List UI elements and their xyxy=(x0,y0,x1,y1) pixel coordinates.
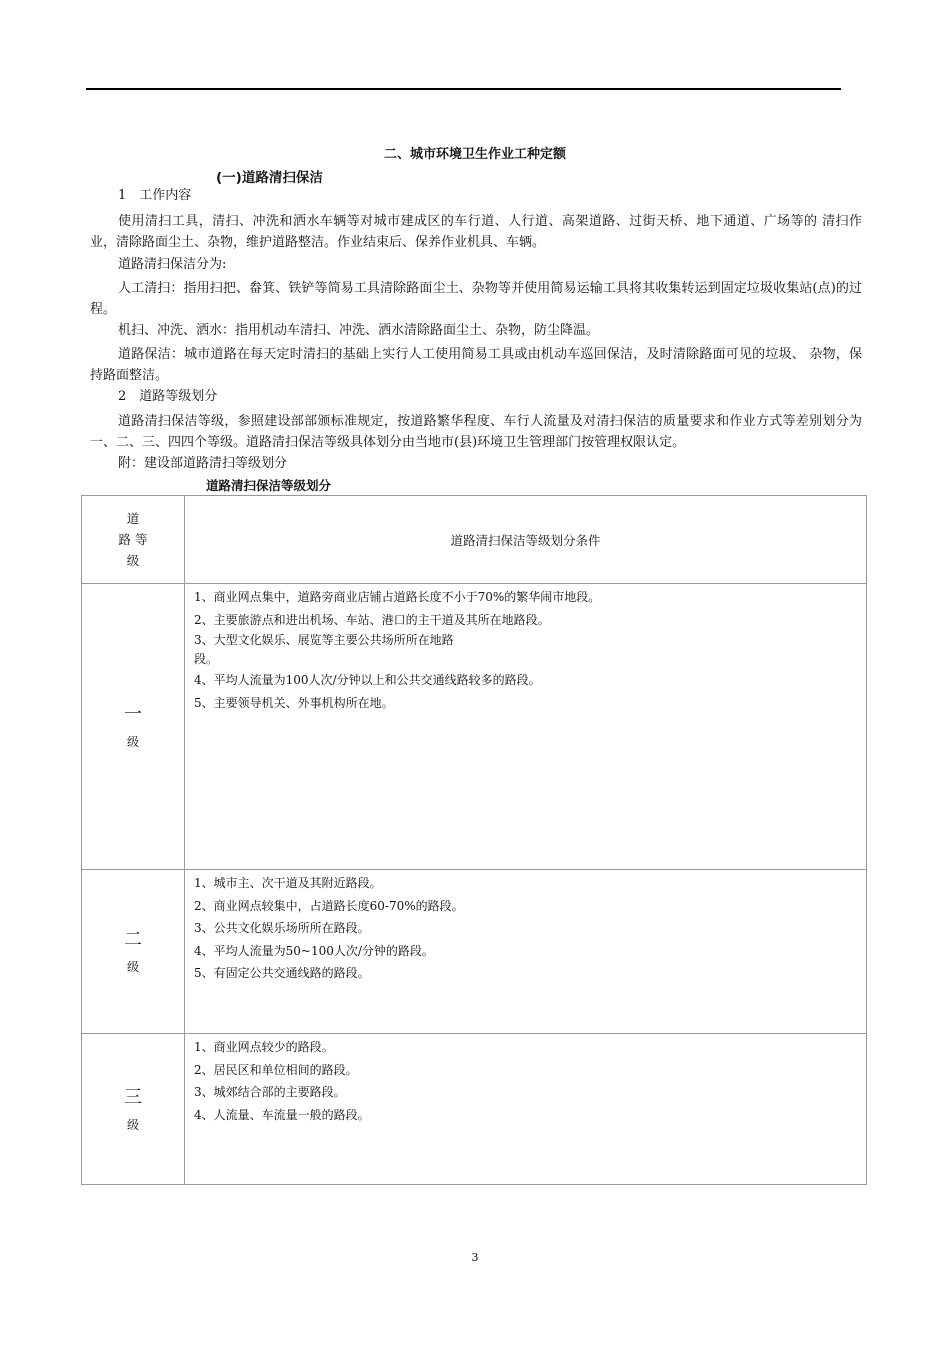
paragraph-machine-sweeping: 机扫、冲洗、洒水：指用机动车清扫、冲洗、洒水清除路面尘土、杂物，防尘降温。 xyxy=(118,323,600,338)
criteria-item: 4、人流量、车流量一般的路段。 xyxy=(194,1107,370,1122)
level-suffix: 级 xyxy=(126,960,139,974)
criteria-item: 2、商业网点较集中，占道路长度60-70%的路段。 xyxy=(194,898,464,913)
level-cell xyxy=(82,1034,185,1185)
criteria-item: 3、城郊结合部的主要路段。 xyxy=(194,1085,346,1099)
section-heading: 二、城市环境卫生作业工种定额 xyxy=(383,147,566,162)
criteria-item: 5、有固定公共交通线路的路段。 xyxy=(194,966,370,980)
paragraph-work-content-title: 1 工作内容 xyxy=(118,188,192,203)
level-number: 三 xyxy=(124,1086,142,1108)
level-number: 一 xyxy=(124,704,142,725)
header-level-line: 路 等 xyxy=(118,532,148,547)
criteria-item: 5、主要领导机关、外事机构所在地。 xyxy=(194,695,394,710)
criteria-item: 1、商业网点集中，道路旁商业店铺占道路长度不小于70%的繁华闹市地段。 xyxy=(194,590,601,604)
criteria-item: 3、大型文化娱乐、展览等主要公共场所所在地路 xyxy=(194,633,454,647)
criteria-item: 3、公共文化娱乐场所所在路段。 xyxy=(194,921,370,935)
criteria-item: 4、平均人流量为50~100人次/分钟的路段。 xyxy=(194,943,434,958)
table-row xyxy=(82,584,867,870)
criteria-item: 段。 xyxy=(194,652,219,666)
level-suffix: 级 xyxy=(126,1117,139,1132)
header-level-cell xyxy=(82,496,185,584)
criteria-cell xyxy=(185,870,867,1034)
paragraph-manual-sweeping: 人工清扫：指用扫把、畚箕、铁铲等简易工具清除路面尘土、杂物等并使用简易运输工具将其收集转运到固定垃圾收集站(点)的过程。 xyxy=(90,281,862,317)
table-header-row xyxy=(82,496,867,584)
level-suffix: 级 xyxy=(126,735,139,749)
criteria-item: 1、商业网点较少的路段。 xyxy=(194,1040,334,1054)
header-rule xyxy=(86,88,841,90)
level-cell xyxy=(82,870,185,1034)
paragraph-appendix: 附：建设部道路清扫等级划分 xyxy=(118,456,288,471)
grade-table xyxy=(81,495,867,1185)
criteria-item: 4、平均人流量为100人次/分钟以上和公共交通线路较多的路段。 xyxy=(194,673,541,687)
level-cell xyxy=(82,584,185,870)
criteria-cell xyxy=(185,584,867,870)
criteria-item: 2、居民区和单位相间的路段。 xyxy=(194,1062,358,1077)
header-level-line: 道 xyxy=(126,511,140,526)
table-caption: 道路清扫保洁等级划分 xyxy=(206,478,332,493)
header-level-line: 级 xyxy=(126,553,140,568)
subsection-heading: (一)道路清扫保洁 xyxy=(216,170,323,186)
paragraph-grading: 道路清扫保洁等级，参照建设部部颁标准规定，按道路繁华程度、车行人流量及对清扫保洁的质量要求和作业方式等差别划分为一、二、三、四四个等级。道路清扫保洁等级具体划分由当地市(县)环境卫生管理部门按管理权限认定。 xyxy=(90,414,862,450)
paragraph-work-content: 使用清扫工具，清扫、冲洗和洒水车辆等对城市建成区的车行道、人行道、高架道路、过街天桥、地下通道、广场等的 清扫作业，清除路面尘土、杂物，维护道路整洁。作业结束后、保养作业机具、车辆。 xyxy=(90,214,862,250)
criteria-item: 2、主要旅游点和进出机场、车站、港口的主干道及其所在地路段。 xyxy=(194,612,550,627)
table-row xyxy=(82,1034,867,1185)
paragraph-grading-title: 2 道路等级划分 xyxy=(118,389,218,404)
page-number: 3 xyxy=(471,1251,479,1264)
header-criteria-cell: 道路清扫保洁等级划分条件 xyxy=(185,496,867,584)
paragraph-categories-intro: 道路清扫保洁分为: xyxy=(118,257,227,272)
table-row xyxy=(82,870,867,1034)
level-number: 二 xyxy=(124,929,142,950)
criteria-item: 1、城市主、次干道及其附近路段。 xyxy=(194,876,382,890)
paragraph-road-maintenance: 道路保洁：城市道路在每天定时清扫的基础上实行人工使用简易工具或由机动车巡回保洁，及时清除路面可见的垃圾、 杂物，保持路面整洁。 xyxy=(90,347,862,383)
criteria-cell xyxy=(185,1034,867,1185)
